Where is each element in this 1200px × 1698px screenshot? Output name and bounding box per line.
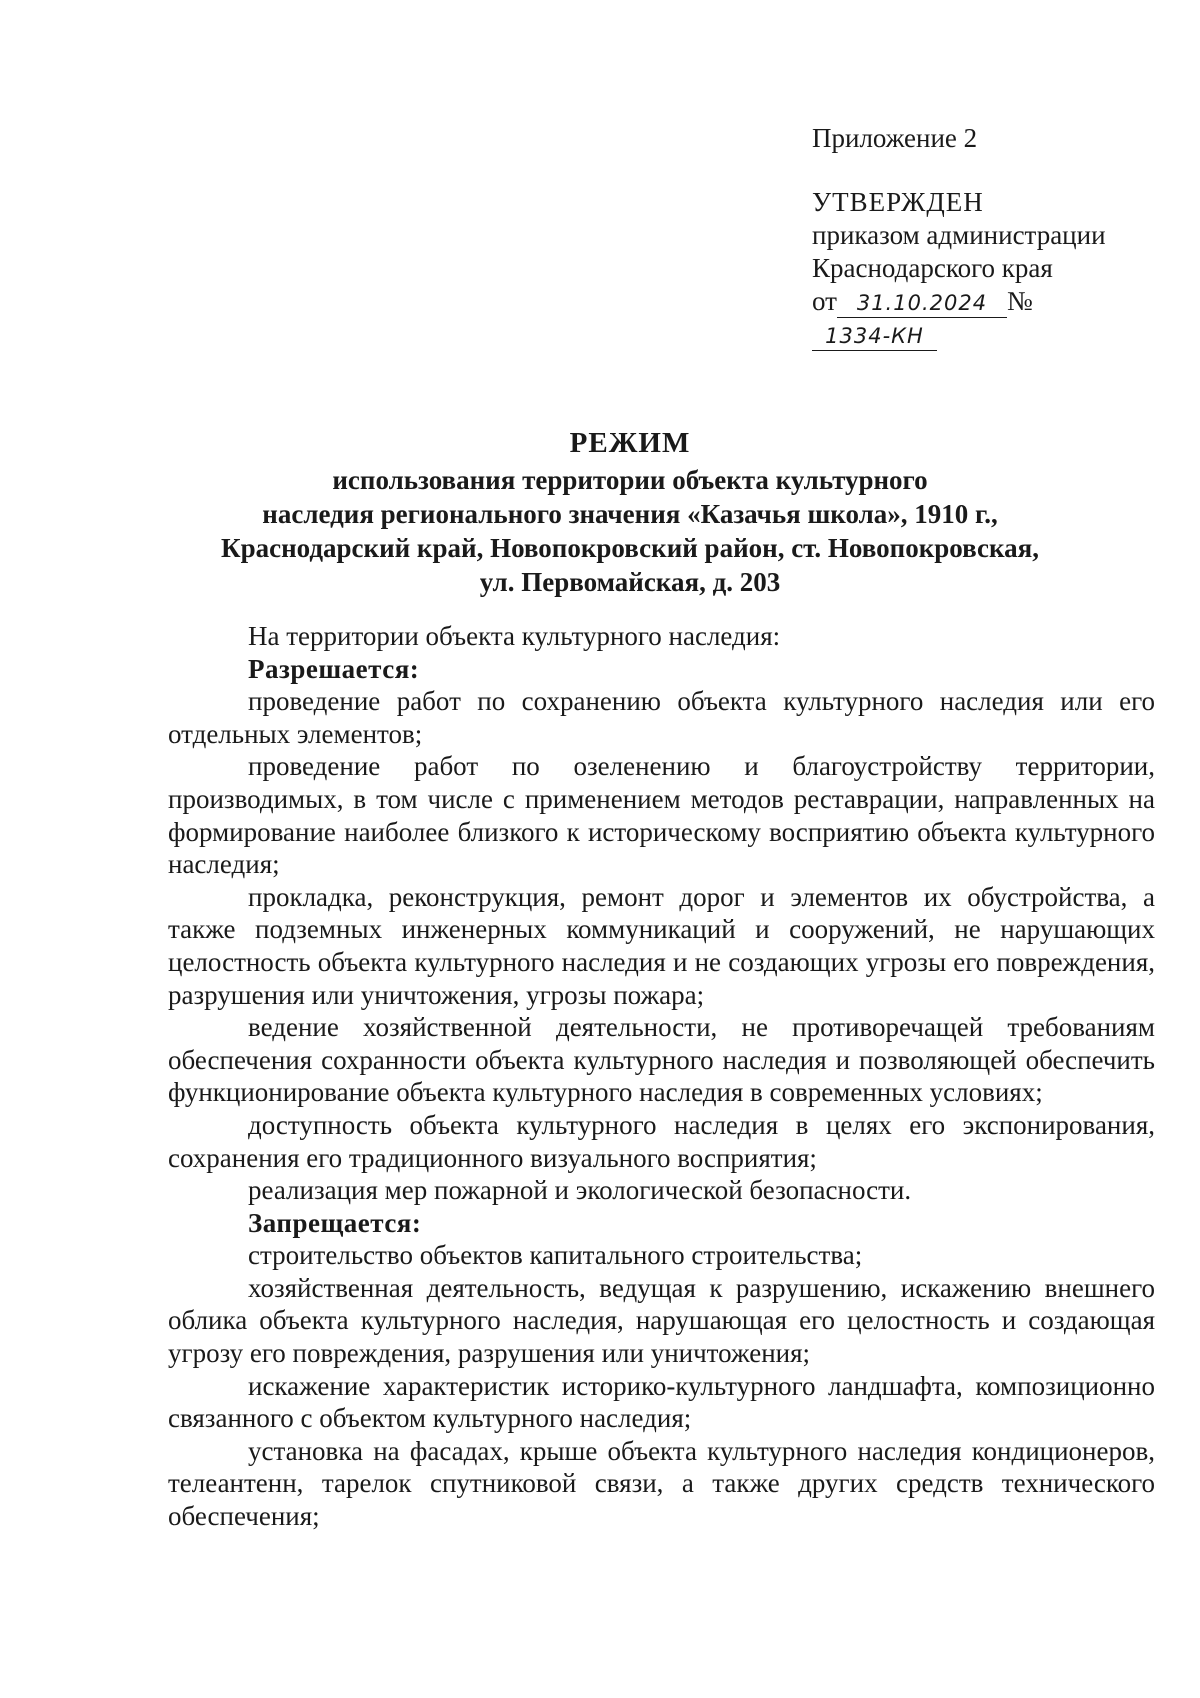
allowed-item: доступность объекта культурного наследия в целях его экспонирования, сохранения его традиционного визуального восприятия; — [168, 1109, 1155, 1173]
handwritten-number: 1334-КН — [812, 322, 937, 351]
forbidden-item: искажение характеристик историко-культурного ландшафта, композиционно связанного с объектом культурного наследия; — [168, 1370, 1155, 1434]
intro-paragraph: На территории объекта культурного наследия: — [248, 621, 781, 651]
approval-line-2: Краснодарского края — [812, 253, 1053, 283]
appendix-label: Приложение 2 — [812, 123, 978, 153]
allowed-item: проведение работ по сохранению объекта культурного наследия или его отдельных элементов; — [168, 686, 1155, 749]
approved-label: УТВЕРЖДЕН — [812, 187, 984, 217]
allowed-heading: Разрешается: — [248, 653, 420, 684]
approval-date-number-line — [812, 285, 1152, 351]
approval-line-1: приказом администрации — [812, 220, 1106, 250]
number-label: № — [1006, 286, 1033, 316]
forbidden-item: установка на фасадах, крыше объекта культурного наследия кондиционеров, телеантенн, тарелок спутниковой связи, а также других средств технического обеспечения; — [168, 1435, 1155, 1532]
document-title: РЕЖИМ — [569, 427, 691, 459]
document-title-block — [150, 426, 1110, 599]
title-line-4: ул. Первомайская, д. 203 — [479, 567, 781, 597]
allowed-item: ведение хозяйственной деятельности, не противоречащей требованиям обеспечения сохранности объекта культурного наследия и позволяющей обеспечить функционирование объекта культурного наследия в современных условиях; — [168, 1012, 1155, 1108]
allowed-item: прокладка, реконструкция, ремонт дорог и элементов их обустройства, а также подземных инженерных коммуникаций и сооружений, не нарушающих целостность объекта культурного наследия и не создающих угрозы его повреждения, разрушения или уничтожения, угрозы пожара; — [168, 881, 1155, 1010]
allowed-item: проведение работ по озеленению и благоустройству территории, производимых, в том числе с применением методов реставрации, направленных на формирование наиболее близкого к историческому восприятию объекта культурного наследия; — [168, 751, 1155, 880]
approval-stamp-block — [812, 122, 1152, 351]
forbidden-heading: Запрещается: — [248, 1207, 422, 1238]
document-body — [168, 620, 1155, 1533]
handwritten-date: 31.10.2024 — [837, 289, 1007, 318]
allowed-item: реализация мер пожарной и экологической безопасности. — [248, 1175, 912, 1206]
forbidden-item: строительство объектов капитального строительства; — [248, 1240, 863, 1271]
from-label: от — [812, 286, 837, 316]
forbidden-item: хозяйственная деятельность, ведущая к разрушению, искажению внешнего облика объекта культурного наследия, нарушающая его целостность и создающая угрозу его повреждения, разрушения или уничтожения; — [168, 1272, 1155, 1369]
title-line-3: Краснодарский край, Новопокровский район, ст. Новопокровская, — [221, 533, 1039, 563]
title-line-1: использования территории объекта культурного — [332, 465, 928, 495]
title-line-2: наследия регионального значения «Казачья школа», 1910 г., — [262, 499, 998, 529]
